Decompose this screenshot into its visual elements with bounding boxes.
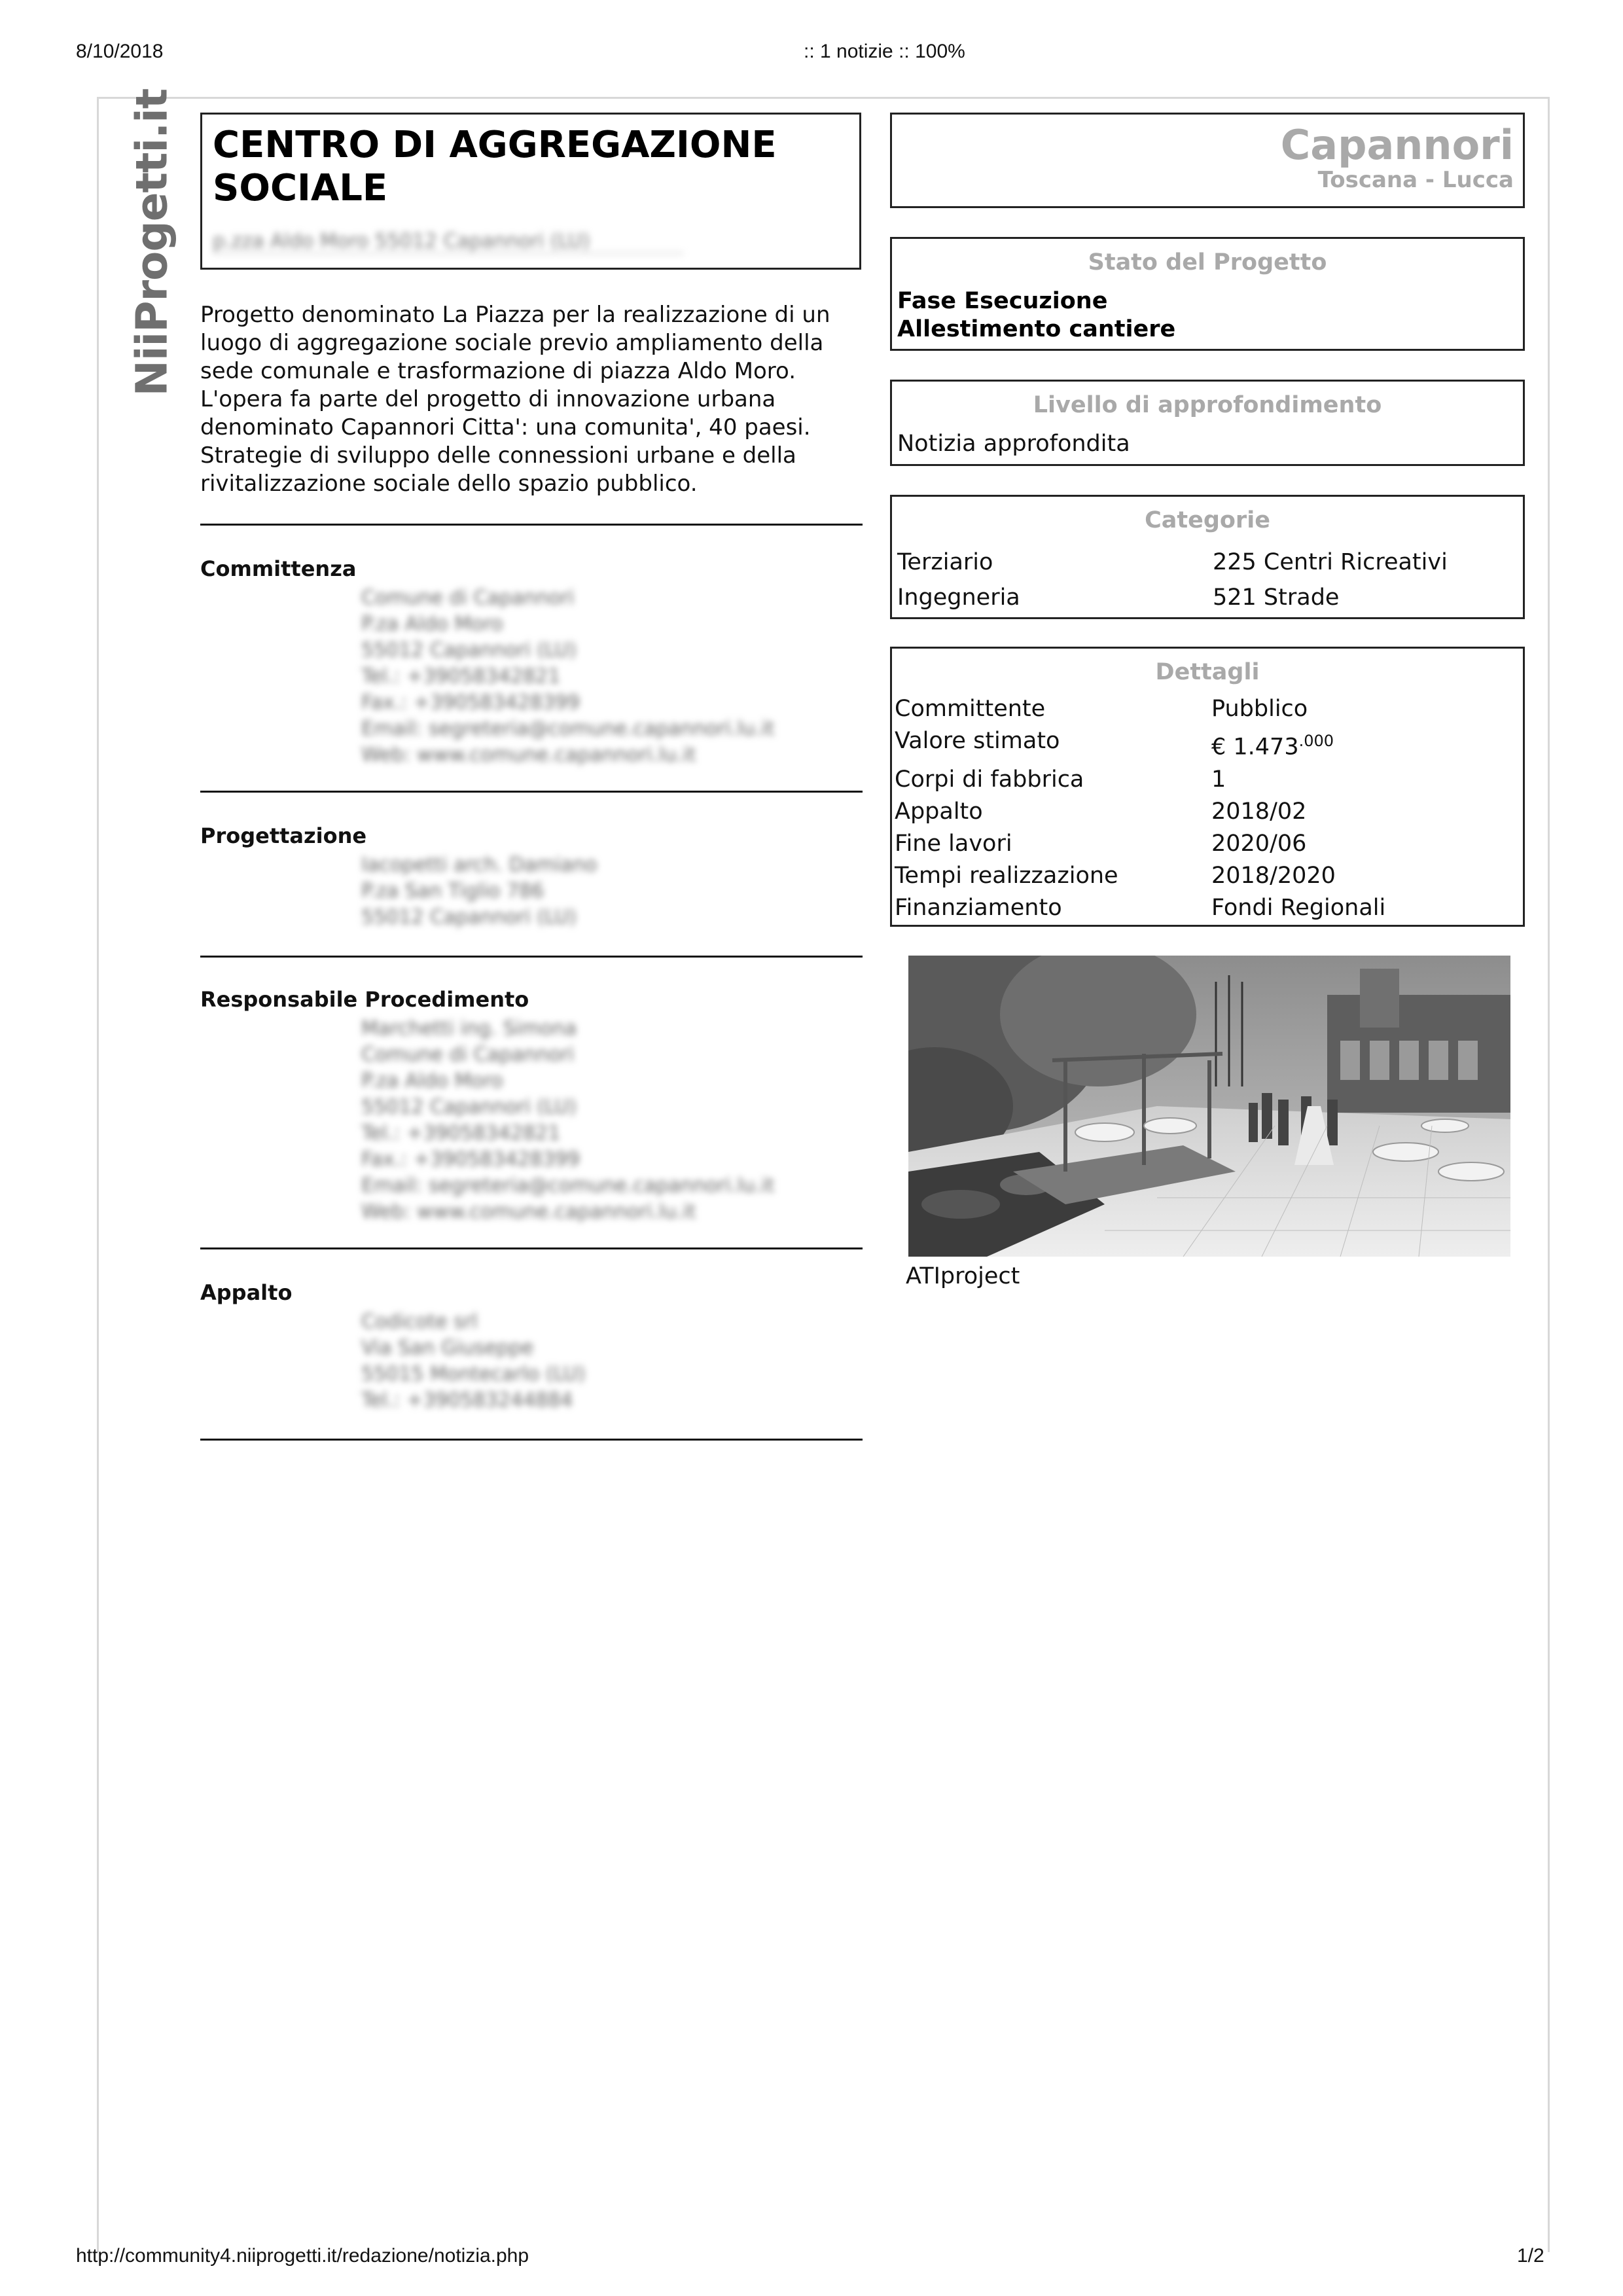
image-caption: ATIproject (906, 1263, 1020, 1289)
print-page-number: 1/2 (1517, 2245, 1544, 2267)
section-label-responsabile: Responsabile Procedimento (200, 987, 529, 1012)
divider (200, 956, 863, 958)
dettagli-row: Tempi realizzazione 2018/2020 (895, 862, 1336, 889)
location-city: Capannori (1280, 121, 1514, 169)
categorie-box (890, 495, 1525, 619)
dettagli-title: Dettagli (1155, 659, 1260, 685)
project-address-redacted: p.zza Aldo Moro 55012 Capannori (LU) (213, 230, 684, 254)
niiprogetti-logo (126, 88, 178, 396)
livello-box (890, 380, 1525, 466)
appalto-contact-redacted: Codicote srl Via San Giuseppe 55015 Montecarlo (LU) Tel.: +390583244884 (361, 1310, 586, 1412)
location-region: Toscana - Lucca (1317, 167, 1514, 193)
dettagli-row: Finanziamento Fondi Regionali (895, 894, 1386, 921)
section-label-progettazione: Progettazione (200, 823, 367, 848)
categorie-row: Terziario 225 Centri Ricreativi (897, 549, 1448, 575)
print-header-title: :: 1 notizie :: 100% (804, 41, 965, 62)
stato-title: Stato del Progetto (1088, 249, 1327, 276)
dettagli-row: Appalto 2018/02 (895, 798, 1307, 825)
section-label-appalto: Appalto (200, 1280, 293, 1305)
dettagli-row: Fine lavori 2020/06 (895, 830, 1307, 857)
print-date: 8/10/2018 (76, 41, 164, 62)
responsabile-contact-redacted: Marchetti ing. Simona Comune di Capannori P.za Aldo Moro 55012 Capannori (LU) Tel.: +39058342821 Fax.: +390583428399 Email: segreteria@comune.capannori.lu.it Web: www.comune.capannori.lu.it (361, 1017, 775, 1223)
project-title: CENTRO DI AGGREGAZIONE SOCIALE (213, 124, 777, 209)
stato-detail: Allestimento cantiere (897, 316, 1176, 342)
title-box (200, 113, 861, 270)
location-box (890, 113, 1525, 208)
divider (200, 1247, 863, 1249)
print-footer-url: http://community4.niiprogetti.it/redazione/notizia.php (76, 2245, 529, 2267)
divider (200, 1439, 863, 1441)
stato-phase: Fase Esecuzione (897, 288, 1108, 314)
divider (200, 791, 863, 793)
project-description: Progetto denominato La Piazza per la realizzazione di un luogo di aggregazione sociale previo ampliamento della sede comunale e trasformazione di piazza Aldo Moro. L'opera fa parte del progetto di innovazione urbana denominato Capannori Citta': una comunita', 40 paesi. Strategie di sviluppo delle connessioni urbane e della rivitalizzazione sociale dello spazio pubblico. (200, 302, 830, 497)
dettagli-row: Corpi di fabbrica 1 (895, 766, 1226, 793)
committenza-contact-redacted: Comune di Capannori P.za Aldo Moro 55012 Capannori (LU) Tel.: +39058342821 Fax.: +390583428399 Email: segreteria@comune.capannori.lu.it Web: www.comune.capannori.lu.it (361, 586, 775, 766)
logo-text: NiiProgetti.it (126, 88, 177, 396)
stato-box (890, 237, 1525, 351)
livello-value: Notizia approfondita (897, 431, 1130, 457)
livello-title: Livello di approfondimento (1033, 392, 1382, 418)
dettagli-row: Valore stimato € $1.473^{.000}$ (895, 728, 1334, 761)
dettagli-box (890, 647, 1525, 927)
progettazione-contact-redacted: Iacopetti arch. Damiano P.za San Tiglio 786 55012 Capannori (LU) (361, 853, 597, 929)
divider (200, 524, 863, 526)
categorie-title: Categorie (1145, 507, 1270, 533)
categorie-row: Ingegneria 521 Strade (897, 584, 1340, 611)
dettagli-row: Committente Pubblico (895, 696, 1308, 722)
project-rendering-image (908, 956, 1510, 1257)
section-label-committenza: Committenza (200, 556, 357, 581)
